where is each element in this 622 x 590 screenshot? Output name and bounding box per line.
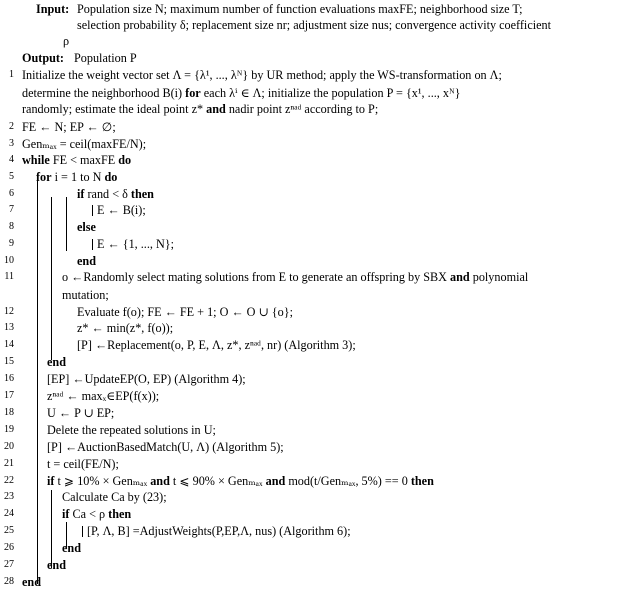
- output-label: Output:: [22, 51, 64, 65]
- step-text: o ←Randomly select mating solutions from E to generate an offspring by SBX and polynomial: [62, 270, 529, 284]
- input-line-3: ρ: [63, 34, 70, 48]
- line-number: 1: [9, 69, 14, 80]
- if-gen-block-bar: [51, 490, 52, 568]
- line-number: 20: [4, 441, 14, 452]
- line-number: 25: [4, 525, 14, 536]
- step-text: randomly; estimate the ideal point z* and nadir point zⁿᵃᵈ according to P;: [22, 102, 379, 116]
- line-number: 5: [9, 171, 14, 182]
- step-text: end: [47, 558, 66, 572]
- if-block-bar: [66, 197, 67, 251]
- step-text: if rand < δ then: [77, 187, 154, 201]
- line-number: 3: [9, 138, 14, 149]
- step-text: end: [77, 254, 96, 268]
- else-marker: [92, 239, 93, 250]
- input-line-2: selection probability δ; replacement size nr; adjustment size nus; convergence activity coefficient: [77, 18, 552, 32]
- step-text: U ← P ∪ EP;: [47, 406, 115, 420]
- step-text: Delete the repeated solutions in U;: [47, 423, 216, 437]
- line-number: 22: [4, 475, 14, 486]
- line-number: 8: [9, 221, 14, 232]
- step-text: for i = 1 to N do: [36, 170, 118, 184]
- line-number: 14: [4, 339, 14, 350]
- step-text: z* ← min(z*, f(o));: [77, 321, 174, 335]
- then-marker-ca: [82, 526, 83, 537]
- step-text: [P, Λ, B] =AdjustWeights(P,EP,Λ, nus) (Algorithm 6);: [87, 524, 351, 538]
- step-text: zⁿᵃᵈ ← maxₓ∈EP(f(x));: [47, 389, 160, 403]
- line-number: 19: [4, 424, 14, 435]
- line-number: 15: [4, 356, 14, 367]
- line-number: 28: [4, 576, 14, 587]
- step-text: [P] ←Replacement(o, P, E, Λ, z*, zⁿᵃᵈ, nr) (Algorithm 3);: [77, 338, 356, 352]
- line-number: 12: [4, 306, 14, 317]
- step-text: E ← B(i);: [97, 203, 146, 217]
- step-text: t = ceil(FE/N);: [47, 457, 119, 471]
- step-text: FE ← N; EP ← ∅;: [22, 120, 116, 134]
- input-label: Input:: [36, 2, 70, 16]
- then-marker: [92, 205, 93, 216]
- line-number: 7: [9, 204, 14, 215]
- step-text: E ← {1, ..., N};: [97, 237, 175, 251]
- line-number: 10: [4, 255, 14, 266]
- line-number: 9: [9, 238, 14, 249]
- line-number: 26: [4, 542, 14, 553]
- line-number: 6: [9, 188, 14, 199]
- while-block-bar: [37, 180, 38, 584]
- line-number: 2: [9, 121, 14, 132]
- line-number: 11: [4, 271, 14, 282]
- step-text: end: [62, 541, 81, 555]
- step-text: Evaluate f(o); FE ← FE + 1; O ← O ∪ {o};: [77, 305, 293, 319]
- step-text: mutation;: [62, 288, 109, 302]
- line-number: 18: [4, 407, 14, 418]
- step-text: end: [22, 575, 41, 589]
- step-text: Genₘₐₓ = ceil(maxFE/N);: [22, 137, 147, 151]
- line-number: 23: [4, 491, 14, 502]
- for-block-bar: [51, 197, 52, 360]
- step-text: Initialize the weight vector set Λ = {λ¹, ..., λᴺ} by UR method; apply the WS-transformation on Λ;: [22, 68, 502, 82]
- line-number: 4: [9, 154, 14, 165]
- step-text: [P] ←AuctionBasedMatch(U, Λ) (Algorithm 5);: [47, 440, 284, 454]
- step-text: Calculate Ca by (23);: [62, 490, 167, 504]
- output-text: Population P: [74, 51, 137, 65]
- line-number: 24: [4, 508, 14, 519]
- line-number: 27: [4, 559, 14, 570]
- step-text: while FE < maxFE do: [22, 153, 132, 167]
- line-number: 16: [4, 373, 14, 384]
- step-text: if t ⩾ 10% × Genₘₐₓ and t ⩽ 90% × Genₘₐₓ and mod(t/Genₘₐₓ, 5%) == 0 then: [47, 474, 434, 488]
- step-text: [EP] ←UpdateEP(O, EP) (Algorithm 4);: [47, 372, 246, 386]
- line-number: 13: [4, 322, 14, 333]
- step-text: end: [47, 355, 66, 369]
- input-line-1: Population size N; maximum number of function evaluations maxFE; neighborhood size T;: [77, 2, 523, 16]
- line-number: 21: [4, 458, 14, 469]
- step-text: if Ca < ρ then: [62, 507, 132, 521]
- line-number: 17: [4, 390, 14, 401]
- step-text: determine the neighborhood B(i) for each λⁱ ∈ Λ; initialize the population P = {x¹, ..., xᴺ}: [22, 86, 461, 100]
- step-text: else: [77, 220, 96, 234]
